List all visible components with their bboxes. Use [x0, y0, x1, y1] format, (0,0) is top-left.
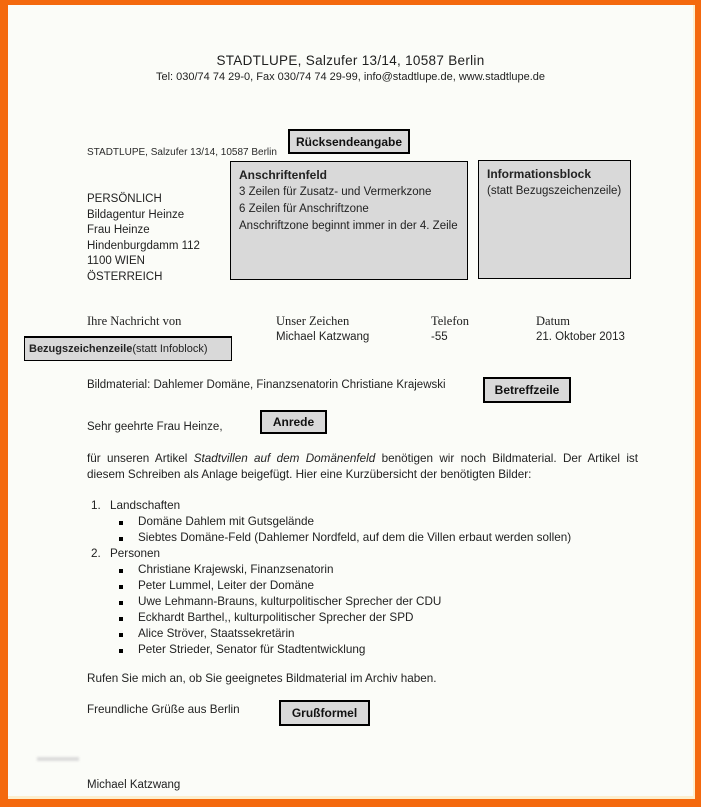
salutation: Sehr geehrte Frau Heinze, — [87, 421, 223, 433]
recipient-line: Hindenburgdamm 112 — [87, 239, 200, 252]
list-item — [87, 611, 638, 627]
bullet-square-icon — [119, 601, 123, 605]
list-item-label: Landschaften — [110, 499, 181, 512]
list-item — [87, 515, 638, 531]
anschriftenfeld-line: 6 Zeilen für Anschriftzone — [239, 203, 369, 215]
annotation-informationsblock — [478, 160, 631, 279]
list-item-label: Peter Strieder, Senator für Stadtentwicklung — [138, 643, 366, 656]
recipient-line: Bildagentur Heinze — [87, 208, 185, 221]
list-item-label: Christiane Krajewski, Finanzsenatorin — [138, 563, 334, 576]
greeting-line: Freundliche Grüße aus Berlin — [87, 703, 240, 716]
ref-label-unser-zeichen: Unser Zeichen — [276, 314, 350, 328]
recipient-line: PERSÖNLICH — [87, 193, 162, 205]
ref-label-telefon: Telefon — [431, 314, 469, 328]
recipient-address — [87, 192, 200, 286]
image-request-list — [87, 499, 638, 659]
informationsblock-title: Informationsblock — [487, 167, 592, 181]
list-item — [87, 627, 638, 643]
bullet-square-icon — [119, 585, 123, 589]
informationsblock-subtitle: (statt Bezugszeichenzeile) — [487, 185, 622, 197]
annotation-grussformel: Grußformel — [279, 700, 370, 726]
letterhead — [0, 53, 701, 83]
ref-value-datum: 21. Oktober 2013 — [536, 331, 625, 343]
list-item — [87, 563, 638, 579]
list-item-label: Alice Ströver, Staatssekretärin — [138, 627, 295, 640]
list-item-label: Siebtes Domäne-Feld (Dahlemer Nordfeld, auf dem die Villen erbaut werden sollen) — [138, 531, 572, 544]
call-to-action: Rufen Sie mich an, ob Sie geeignetes Bildmaterial im Archiv haben. — [87, 672, 437, 685]
list-item — [87, 531, 638, 547]
body-text: für unseren Artikel — [87, 452, 194, 465]
annotation-anrede: Anrede — [260, 410, 327, 434]
list-item — [87, 499, 638, 515]
ref-value-unser-zeichen: Michael Katzwang — [276, 331, 370, 343]
signature-name: Michael Katzwang — [87, 779, 181, 791]
bullet-square-icon — [119, 537, 123, 541]
annotation-anschriftenfeld — [230, 161, 468, 280]
subject-line: Bildmaterial: Dahlemer Domäne, Finanzsenatorin Christiane Krajewski — [87, 379, 446, 391]
list-number: 2. — [91, 547, 101, 560]
anschriftenfeld-line: Anschriftzone beginnt immer in der 4. Zeile — [239, 220, 458, 232]
recipient-line: Frau Heinze — [87, 224, 150, 237]
ref-value-telefon: -55 — [431, 331, 448, 343]
body-text: benötigen wir noch Bildmaterial. Der Artikel ist diesem Schreiben als Anlage beigefügt. Hier eine Kurzübersicht der benötigten Bilder: — [87, 452, 639, 482]
bullet-square-icon — [119, 569, 123, 573]
annotation-bezugszeichenzeile — [24, 336, 232, 361]
letterhead-address: STADTLUPE, Salzufer 13/14, 10587 Berlin — [216, 53, 485, 68]
list-item — [87, 579, 638, 595]
bullet-square-icon — [119, 649, 123, 653]
list-item-label: Personen — [110, 547, 161, 560]
list-item-label: Peter Lummel, Leiter der Domäne — [138, 579, 315, 592]
list-number: 1. — [91, 499, 101, 512]
bezugszeichenzeile-bold: Bezugszeichenzeile — [29, 343, 133, 355]
body-text-italic: Stadtvillen auf dem Domänenfeld — [193, 452, 376, 465]
letterhead-contact: Tel: 030/74 74 29-0, Fax 030/74 74 29-99, info@stadtlupe.de, www.stadtlupe.de — [155, 71, 546, 83]
bullet-square-icon — [119, 521, 123, 525]
list-item-label: Domäne Dahlem mit Gutsgelände — [138, 515, 315, 528]
return-address-line: STADTLUPE, Salzufer 13/14, 10587 Berlin — [87, 147, 277, 158]
annotation-ruecksendeangabe: Rücksendeangabe — [288, 129, 410, 154]
list-item-label: Uwe Lehmann-Brauns, kulturpolitischer Sprecher der CDU — [138, 595, 442, 608]
ref-label-ihre-nachricht: Ihre Nachricht von — [87, 314, 182, 328]
bezugszeichenzeile-rest: (statt Infoblock) — [132, 343, 208, 355]
body-paragraph — [87, 451, 638, 483]
list-item — [87, 595, 638, 611]
fold-mark — [37, 757, 79, 761]
bullet-square-icon — [119, 633, 123, 637]
list-item-label: Eckhardt Barthel,, kulturpolitischer Sprecher der SPD — [138, 611, 414, 624]
list-item — [87, 643, 638, 659]
anschriftenfeld-line: 3 Zeilen für Zusatz- und Vermerkzone — [239, 186, 432, 198]
anschriftenfeld-title: Anschriftenfeld — [239, 168, 328, 182]
list-item — [87, 547, 638, 563]
bullet-square-icon — [119, 617, 123, 621]
recipient-line: ÖSTERREICH — [87, 270, 163, 283]
annotation-betreffzeile: Betreffzeile — [483, 377, 571, 403]
recipient-line: 1100 WIEN — [87, 255, 145, 268]
ref-label-datum: Datum — [536, 314, 571, 328]
